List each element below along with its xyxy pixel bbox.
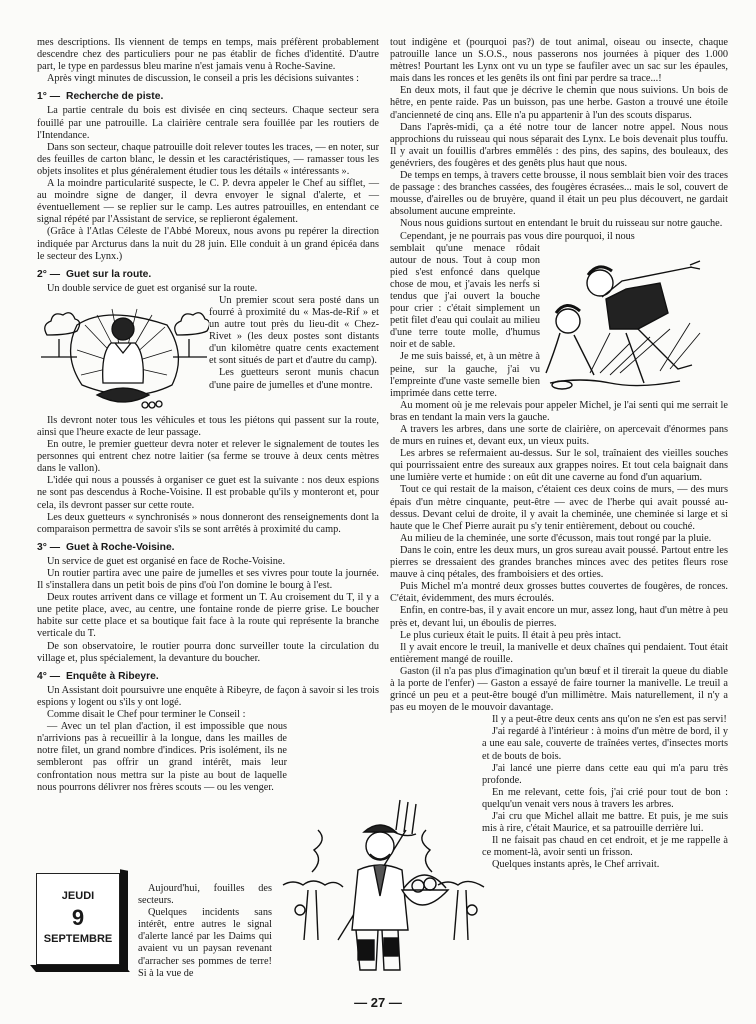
paragraph: — Avec un tel plan d'action, il est impossible que nous n'arrivions pas à recueillir à la longue, dans les mailles de notre filet, un grand nombre d'indices. Pris isolément, ils ne sembleront pas offrir un grand intérêt, mais leur confrontation nous mettra sur la piste au bout de laquelle nous pourrons délivrer nos frères scouts — ou les venger. (37, 721, 287, 793)
paragraph: Dans le coin, entre les deux murs, un gros sureau avait poussé. Partout entre les pierres se dressaient des grandes branches minces avec des petites fleurs rose mauve à cinq pétales, des framboisiers et des orties. (390, 544, 728, 581)
paragraph: Tout ce qui restait de la maison, c'étaient ces deux coins de murs, — des murs épais d'un mètre cinquante, peut-être — avec de l'herbe qui avait poussé au-dessus. Devant celui de droite, il y avait la cheminée, une cheminée si large et si haute que le Chef Pierre aurait pu s'y tenir entièrement, debout ou couché. (390, 484, 728, 532)
paragraph: En deux mots, il faut que je décrive le chemin que nous suivions. Un bois de hêtre, en pente raide. Pas un buisson, pas une herbe. Gaston a trouvé une étoile d'ancienneté de cinq ans. Elle n'a pu appartenir à l'un des scouts disparus. (390, 85, 728, 121)
footprint-text (390, 243, 540, 400)
paragraph: De son observatoire, le routier pourra donc surveiller toute la circulation du village et, plus spécialement, la devanture du boucher. (37, 640, 379, 664)
paragraph: J'ai regardé à l'intérieur : à moins d'un mètre de bord, il y a une eau sale, couverte de traînées vertes, d'insectes morts et de bouts de bois. (482, 726, 728, 762)
paragraph: Ils devront noter tous les véhicules et tous les piétons qui passent sur la route, ainsi que l'heure exacte de leur passage. (37, 414, 379, 438)
section-heading-4 (37, 671, 379, 683)
paragraph: L'idée qui nous a poussés à organiser ce guet est la suivante : nos deux espions ne sont pas descendus à Roche-Voisine. Il est probable qu'ils y monteront et, pour cela, ils devront passer sur cette route. (37, 475, 379, 511)
right-column (390, 37, 728, 871)
paragraph: Un double service de guet est organisé sur la route. (47, 282, 258, 294)
paragraph: Enfin, en contre-bas, il y avait encore un mur, assez long, haut d'un mètre à peu près et, devant lui, un éboulis de pierres. (390, 605, 728, 629)
paragraph: Il y avait encore le treuil, la manivelle et deux chaînes qui pendaient. Tout était entièrement mangé de rouille. (390, 641, 728, 665)
paragraph: Les guetteurs seront munis chacun d'une paire de jumelles et d'une montre. (209, 367, 379, 391)
paragraph: Le plus curieux était le puits. Il était à peu près intact. (400, 629, 622, 641)
paragraph: Les arbres se refermaient au-dessus. Sur le sol, traînaient des vieilles souches qui pourrissaient entre des sureaux aux grappes noires. Et tout cela baignait dans une lumière verte et humide : on eût dit une caverne au fond d'un aquarium. (390, 448, 728, 484)
section-number: 1° — (37, 91, 61, 103)
paragraph: (Grâce à l'Atlas Céleste de l'Abbé Moreux, nous avons pu repérer la direction indiquée par Arcturus dans la nuit du 28 juin. Elle conduit à un grand épicéa dans le secteur des Lynx.) (37, 226, 379, 262)
paragraph: Au moment où je me relevais pour appeler Michel, je l'ai senti qui me serrait le bras en tendant la main vers la gauche. (390, 399, 728, 423)
diary-entry (138, 883, 272, 980)
paragraph: J'ai cru que Michel allait me battre. Et puis, je me suis mis à rire, c'était Maurice, et sa patrouille derrière lui. (482, 811, 728, 835)
footprint-block (390, 243, 728, 400)
ending-block (482, 714, 728, 871)
paragraph: J'ai lancé une pierre dans cette eau qui m'a paru très profonde. (482, 762, 728, 786)
paragraph: Puis Michel m'a montré deux grosses buttes couvertes de fougères, de ronces. C'était, évidemment, des murs écroulés. (390, 581, 728, 605)
paragraph: mes descriptions. Ils viennent de temps en temps, mais préfèrent probablement descendre chez des particuliers pour ne pas établir de fiches d'identité. D'autre part, le type en pardessus bleu marine n'est jamais venu à Roche-Savine. (37, 37, 379, 73)
paragraph: Nous nous guidions surtout en entendant le bruit du ruisseau sur notre gauche. (400, 218, 723, 230)
paragraph: Il ne faisait pas chaud en cet endroit, et je me rappelle à ce moment-là, avoir senti un frisson. (482, 835, 728, 859)
paragraph: semblait qu'une menace rôdait autour de nous. Tout à coup mon pied s'est enfoncé dans quelque chose de mou, et j'avais les nerfs si tendus que j'ai ouvert la bouche pour crier : c'était simplement un petit filet d'eau qui coulait au milieu d'une terre toute molle, d'humus noir et de sable. (390, 242, 540, 351)
calendar-day: JEUDI (61, 890, 95, 902)
paragraph: Deux routes arrivent dans ce village et forment un T. Au croisement du T, il y a une petite place, avec, au centre, une fontaine ronde de pierre grise. Le boucher habite sur cette place et sa boutique fait face à la route qui représente la branche verticale du T. (37, 592, 379, 640)
paragraph: A la moindre particularité suspecte, le C. P. devra appeler le Chef au sifflet, — au moindre signe de danger, il devra envoyer le signal d'alerte, et — éventuellement — se replier sur le camp. Les autres patrouilles, en entendant ce signal répété par l'Assistant de service, se replieront également. (37, 178, 379, 226)
lookout-text (209, 295, 379, 415)
paragraph: tout indigène et (pourquoi pas?) de tout animal, oiseau ou insecte, chaque patrouille lance un S.O.S., nous passerons nos journées à piquer des 1.000 mètres! Pourtant les Lynx ont vu un type se faufiler avec un sac sur les épaules, mais dans les ronces et les genêts ils ont fini par perdre sa trace...! (390, 37, 728, 85)
paragraph: A travers les arbres, dans une sorte de clairière, on apercevait d'énormes pans de murs en ruines et, devant eux, un vieux puits. (390, 424, 728, 448)
paragraph: Cependant, je ne pourrais pas vous dire pourquoi, il nous (400, 230, 635, 242)
page-number: — 27 — (354, 995, 402, 1010)
paragraph: Quelques incidents sans intérêt, entre autres le signal d'alerte lancé par les Daims qui avaient vu un paysan revenant d'arracher ses pommes de terre! Si à la vue de (138, 907, 272, 979)
section-number: 2° — (37, 268, 61, 280)
section-heading-1 (37, 91, 379, 103)
section-title: Guet à Roche-Voisine. (66, 541, 175, 553)
left-column (37, 37, 379, 794)
paragraph: Les deux guetteurs « synchronisés » nous donneront des renseignements dont la comparaison permettra de savoir s'ils se sont arrêtés à proximité du camp. (37, 511, 379, 535)
paragraph: Je me suis baissé, et, à un mètre à peine, sur la gauche, j'ai vu l'empreinte d'une vaste semelle bien imprimée dans cette terre. (390, 351, 540, 399)
paragraph: Un service de guet est organisé en face de Roche-Voisine. (47, 555, 286, 567)
paragraph: De temps en temps, à travers cette brousse, il nous semblait bien voir des traces de passage : des branches cassées, des fougères écrasées... mais le sol, couvert de mousse, d'airelles ou de bruyère, quand il était un peu plus découvert, ne gardait absolument aucune empreinte. (390, 170, 728, 218)
paragraph: Au milieu de la cheminée, une sorte d'écusson, mais tout rongé par la pluie. (400, 532, 712, 544)
section-number: 3° — (37, 541, 61, 553)
paragraph: Après vingt minutes de discussion, le conseil a pris les décisions suivantes : (47, 73, 360, 85)
section-number: 4° — (37, 670, 61, 682)
section-heading-2 (37, 269, 379, 281)
scout-lookout-illustration (37, 295, 209, 415)
paragraph: Dans l'après-midi, ça a été notre tour de lancer notre appel. Nous nous approchions du ruisseau qui nous séparait des Lynx. Le bois devenait plus touffu. Il y avait un fouillis d'arbres emmêlés : des pins, des sapins, des bouleaux, des genévriers, des fougères et des genêts plus haut que nous. (390, 121, 728, 169)
calendar-page (36, 873, 120, 965)
scouts-pointing-illustration (540, 243, 725, 393)
lookout-block (37, 295, 379, 415)
calendar-month: SEPTEMBRE (43, 933, 113, 945)
paragraph: Gaston (il n'a pas plus d'imagination qu'un bœuf et il tirerait la queue du diable à la porte de l'enfer) — Gaston a essayé de faire tourner la manivelle. Le treuil a grincé un peu et a peut-être bougé d'un millimètre. Mais naturellement, il n'y a pas eu moyen de le mouvoir davantage. (390, 665, 728, 714)
calendar-date: 9 (71, 905, 85, 930)
paragraph: En me relevant, cette fois, j'ai crié pour tout de bon : quelqu'un venait vers nous à travers les arbres. (482, 786, 728, 810)
paragraph: Un premier scout sera posté dans un fourré à proximité du « Mas-de-Rif » et un autre tout près du lieu-dit « Chez-Rivet » (les deux postes sont distants d'un kilomètre quatre cents exactement et sont situés de part et d'autre du camp). (209, 294, 379, 367)
section-title: Guet sur la route. (66, 268, 152, 280)
section-heading-3 (37, 542, 379, 554)
paragraph: Comme disait le Chef pour terminer le Conseil : (47, 709, 246, 721)
paragraph: Un Assistant doit poursuivre une enquête à Ribeyre, de façon à savoir si les trois espions y logent ou s'ils y ont logé. (37, 684, 379, 708)
paragraph: Aujourd'hui, fouilles des secteurs. (138, 883, 272, 907)
paragraph: La partie centrale du bois est divisée en cinq secteurs. Chaque secteur sera fouillé par une patrouille. La clairière centrale sera fouillée par les routiers de l'Intendance. (37, 105, 379, 141)
paragraph: Dans son secteur, chaque patrouille doit relever toutes les traces, — en noter, sur des feuilles de carton blanc, le dessin et les caractéristiques, — ramasser tous les objets insolites et plus généralement étudier tous les détails « intéressants ». (37, 141, 379, 177)
paragraph: En outre, le premier guetteur devra noter et relever le signalement de toutes les personnes qui entrent chez notre laitier (sa ferme se trouve à deux cents mètres dans le vallon). (37, 439, 379, 475)
section-title: Recherche de piste. (66, 91, 164, 103)
paragraph: Il y a peut-être deux cents ans qu'on ne s'en est pas servi! (492, 714, 727, 726)
paragraph: Un routier partira avec une paire de jumelles et ses vivres pour toute la journée. Il s'installera dans un petit bois de pins d'où l'on domine le bourg à l'est. (37, 568, 379, 592)
section-title: Enquête à Ribeyre. (66, 670, 159, 682)
paragraph: Quelques instants après, le Chef arrivait. (492, 859, 660, 871)
